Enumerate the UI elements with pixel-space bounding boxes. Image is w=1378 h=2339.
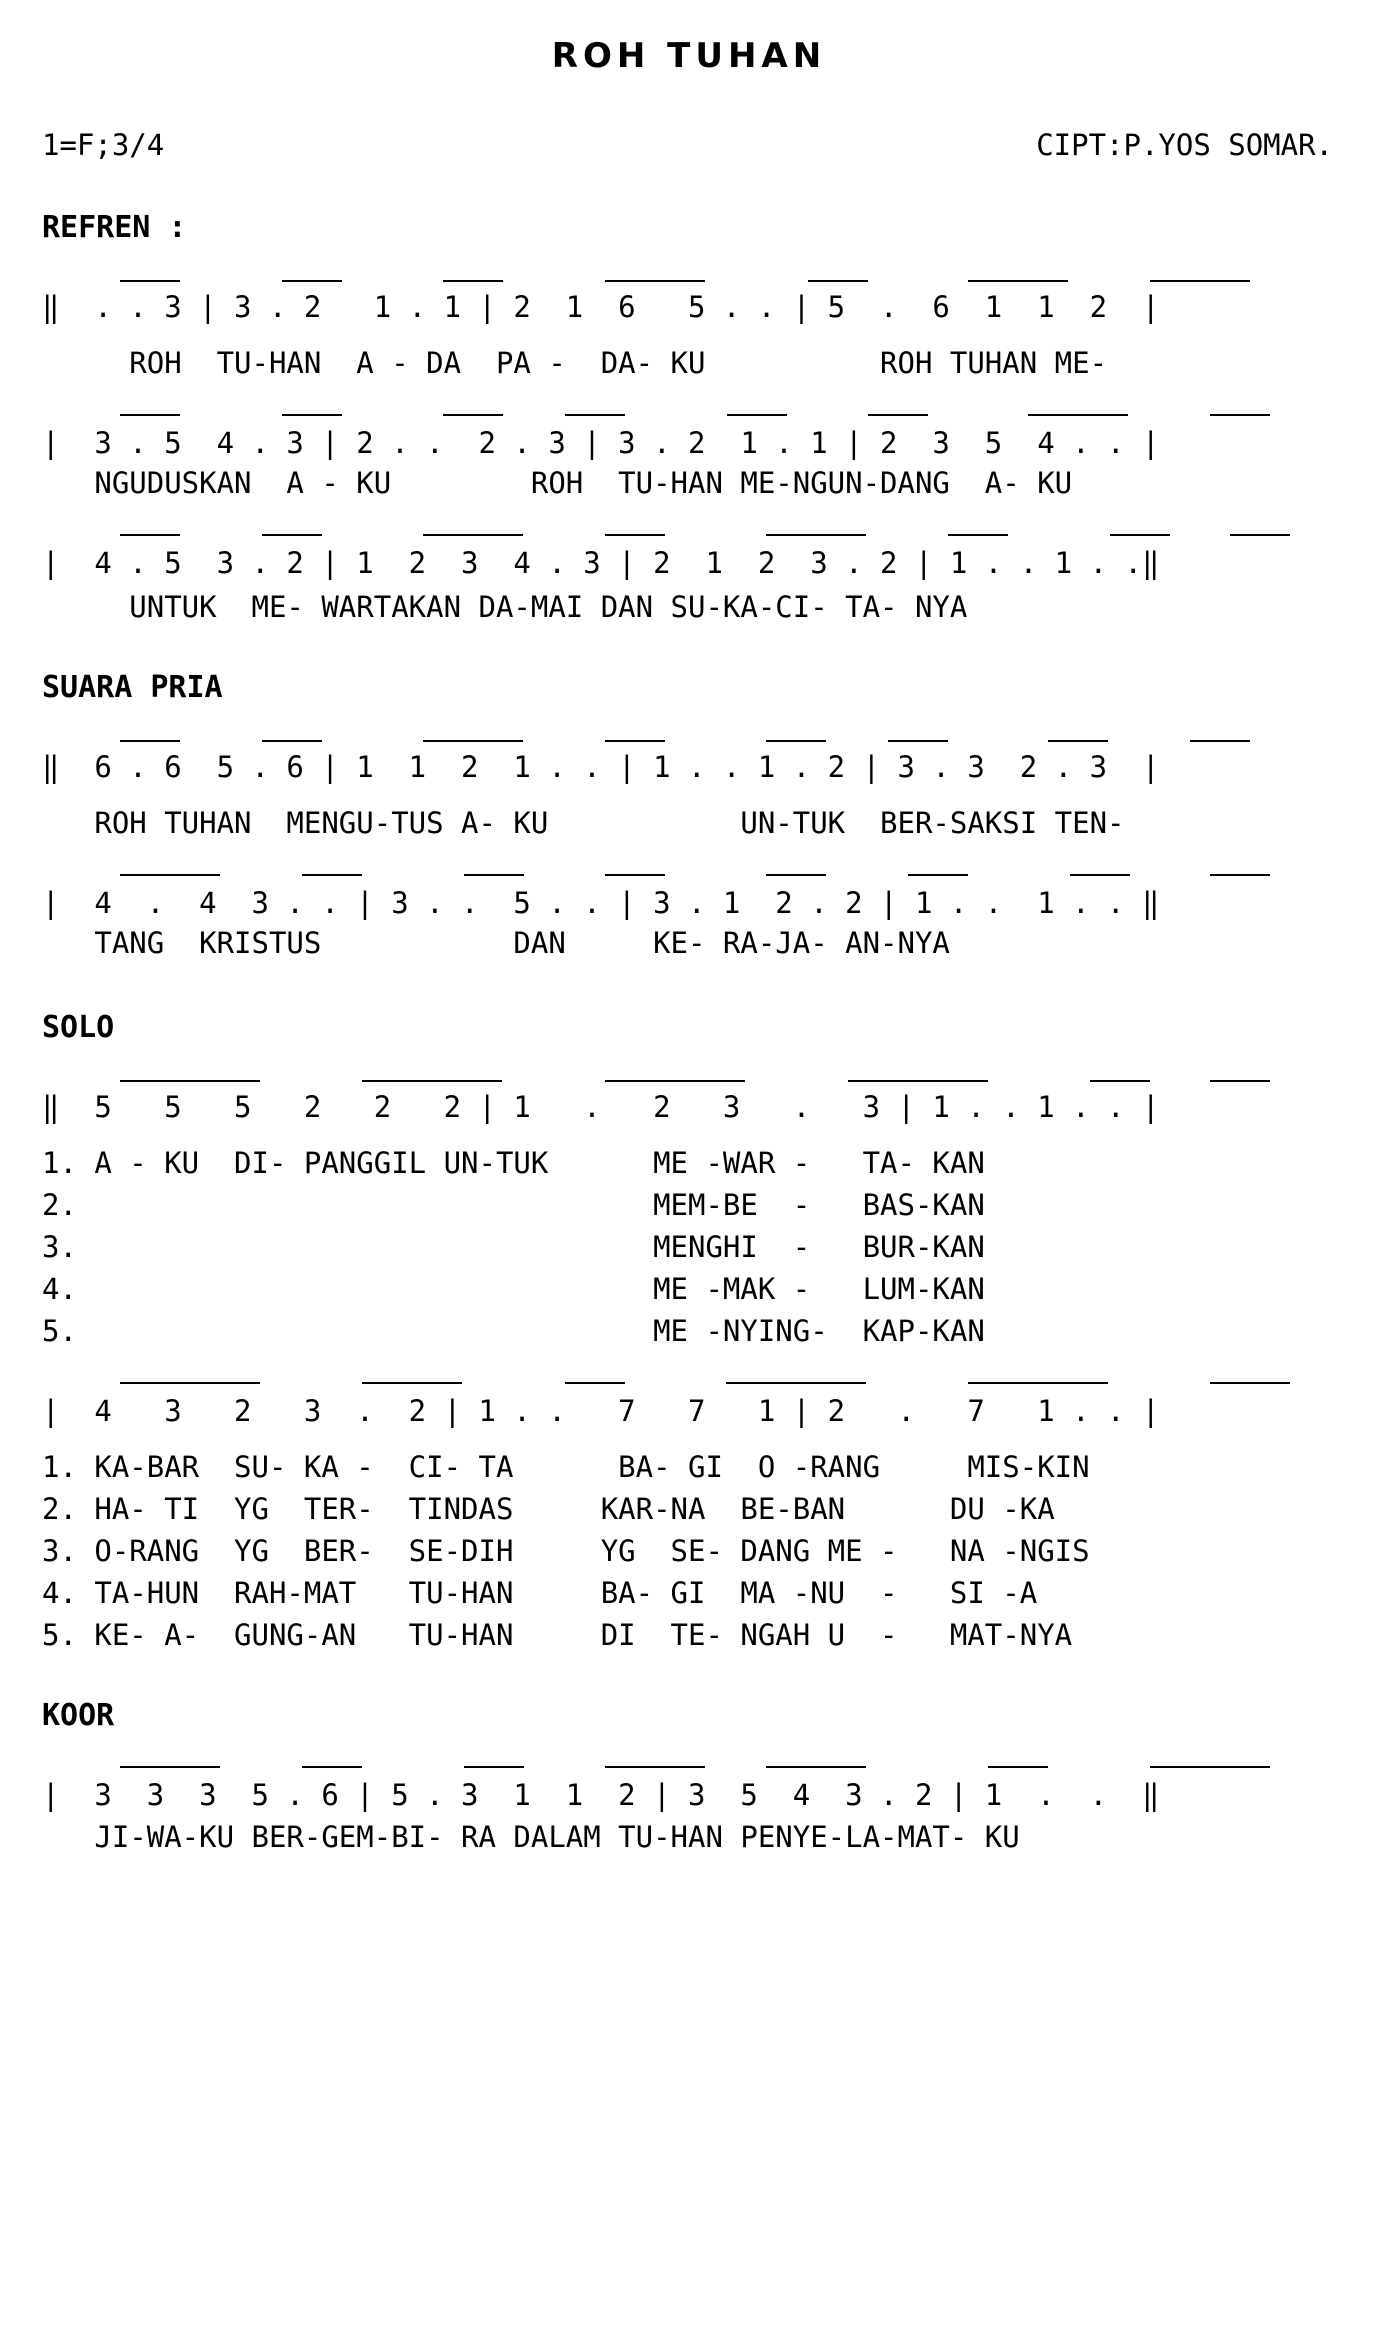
notation-line: ‖ 5 5 5 2 2 2 | 1 . 2 3 . 3 | 1 . . 1 . . |: [42, 1090, 1160, 1124]
beam-line: [120, 1382, 260, 1384]
beam-line: [727, 414, 787, 416]
beam-line: [262, 534, 322, 536]
song-title: ROH TUHAN: [551, 36, 827, 76]
lyric-line: ROH TUHAN MENGU-TUS A- KU UN-TUK BER-SAKSI TEN-: [42, 806, 1125, 840]
section-header-solo: SOLO: [42, 1010, 115, 1045]
beam-line: [968, 1382, 1108, 1384]
beam-line: [1230, 534, 1290, 536]
section-header-koor: KOOR: [42, 1698, 115, 1733]
notation-line: | 4 . 5 3 . 2 | 1 2 3 4 . 3 | 2 1 2 3 . 2 | 1 . . 1 . .‖: [42, 546, 1160, 580]
notation-line: ‖ . . 3 | 3 . 2 1 . 1 | 2 1 6 5 . . | 5 . 6 1 1 2 |: [42, 290, 1160, 324]
verse-line: 3. O-RANG YG BER- SE-DIH YG SE- DANG ME - NA -NGIS: [42, 1534, 1090, 1568]
beam-line: [120, 534, 180, 536]
beam-line: [1210, 414, 1270, 416]
beam-line: [766, 534, 866, 536]
beam-line: [868, 414, 928, 416]
beam-line: [120, 874, 220, 876]
lyric-line: JI-WA-KU BER-GEM-BI- RA DALAM TU-HAN PENYE-LA-MAT- KU: [42, 1820, 1020, 1854]
beam-line: [968, 280, 1068, 282]
beam-line: [565, 414, 625, 416]
beam-line: [605, 534, 665, 536]
verse-line: 5. KE- A- GUNG-AN TU-HAN DI TE- NGAH U - MAT-NYA: [42, 1618, 1073, 1652]
notation-line: | 4 . 4 3 . . | 3 . . 5 . . | 3 . 1 2 . 2 | 1 . . 1 . . ‖: [42, 886, 1160, 920]
composer-credit: CIPT:P.YOS SOMAR.: [1036, 128, 1333, 162]
beam-line: [726, 1382, 866, 1384]
beam-line: [1210, 1382, 1290, 1384]
beam-line: [808, 280, 868, 282]
beam-line: [443, 280, 503, 282]
lyric-line: NGUDUSKAN A - KU ROH TU-HAN ME-NGUN-DANG A- KU: [42, 466, 1073, 500]
beam-line: [302, 874, 362, 876]
beam-line: [423, 740, 523, 742]
beam-line: [766, 874, 826, 876]
beam-line: [282, 414, 342, 416]
beam-line: [908, 874, 968, 876]
key-signature: 1=F;3/4: [42, 128, 165, 162]
beam-line: [1210, 1080, 1270, 1082]
notation-line: | 3 3 3 5 . 6 | 5 . 3 1 1 2 | 3 5 4 3 . 2 | 1 . . ‖: [42, 1778, 1160, 1812]
lyric-line: TANG KRISTUS DAN KE- RA-JA- AN-NYA: [42, 926, 950, 960]
beam-line: [302, 1766, 362, 1768]
beam-line: [1210, 874, 1270, 876]
beam-line: [948, 534, 1008, 536]
beam-line: [120, 280, 180, 282]
notation-line: ‖ 6 . 6 5 . 6 | 1 1 2 1 . . | 1 . . 1 . 2 | 3 . 3 2 . 3 |: [42, 750, 1160, 784]
beam-line: [1070, 874, 1130, 876]
beam-line: [848, 1080, 988, 1082]
beam-line: [423, 534, 523, 536]
beam-line: [888, 740, 948, 742]
beam-line: [464, 874, 524, 876]
notation-line: | 3 . 5 4 . 3 | 2 . . 2 . 3 | 3 . 2 1 . 1 | 2 3 5 4 . . |: [42, 426, 1160, 460]
beam-line: [1028, 414, 1128, 416]
notation-line: | 4 3 2 3 . 2 | 1 . . 7 7 1 | 2 . 7 1 . . |: [42, 1394, 1160, 1428]
beam-line: [443, 414, 503, 416]
beam-line: [120, 1080, 260, 1082]
beam-line: [605, 1766, 705, 1768]
beam-line: [362, 1382, 462, 1384]
beam-line: [1048, 740, 1108, 742]
section-header-suara-pria: SUARA PRIA: [42, 670, 223, 705]
lyric-line: ROH TU-HAN A - DA PA - DA- KU ROH TUHAN ME-: [42, 346, 1108, 380]
beam-line: [262, 740, 322, 742]
beam-line: [605, 1080, 745, 1082]
section-header-refren: REFREN :: [42, 210, 187, 245]
beam-line: [988, 1766, 1048, 1768]
beam-line: [1150, 280, 1250, 282]
verse-line: 5. ME -NYING- KAP-KAN: [42, 1314, 985, 1348]
beam-line: [120, 740, 180, 742]
beam-line: [464, 1766, 524, 1768]
beam-line: [1190, 740, 1250, 742]
beam-line: [605, 740, 665, 742]
lyric-line: UNTUK ME- WARTAKAN DA-MAI DAN SU-KA-CI- TA- NYA: [42, 590, 968, 624]
beam-line: [766, 1766, 866, 1768]
beam-line: [1110, 534, 1170, 536]
beam-line: [120, 414, 180, 416]
verse-line: 4. ME -MAK - LUM-KAN: [42, 1272, 985, 1306]
beam-line: [605, 280, 705, 282]
beam-line: [565, 1382, 625, 1384]
beam-line: [1090, 1080, 1150, 1082]
beam-line: [766, 740, 826, 742]
verse-line: 3. MENGHI - BUR-KAN: [42, 1230, 985, 1264]
beam-line: [362, 1080, 502, 1082]
beam-line: [1150, 1766, 1270, 1768]
verse-line: 2. MEM-BE - BAS-KAN: [42, 1188, 985, 1222]
beam-line: [282, 280, 342, 282]
verse-line: 4. TA-HUN RAH-MAT TU-HAN BA- GI MA -NU - SI -A: [42, 1576, 1038, 1610]
beam-line: [605, 874, 665, 876]
verse-line: 2. HA- TI YG TER- TINDAS KAR-NA BE-BAN DU -KA: [42, 1492, 1055, 1526]
verse-line: 1. A - KU DI- PANGGIL UN-TUK ME -WAR - TA- KAN: [42, 1146, 985, 1180]
beam-line: [120, 1766, 220, 1768]
verse-line: 1. KA-BAR SU- KA - CI- TA BA- GI O -RANG MIS-KIN: [42, 1450, 1090, 1484]
